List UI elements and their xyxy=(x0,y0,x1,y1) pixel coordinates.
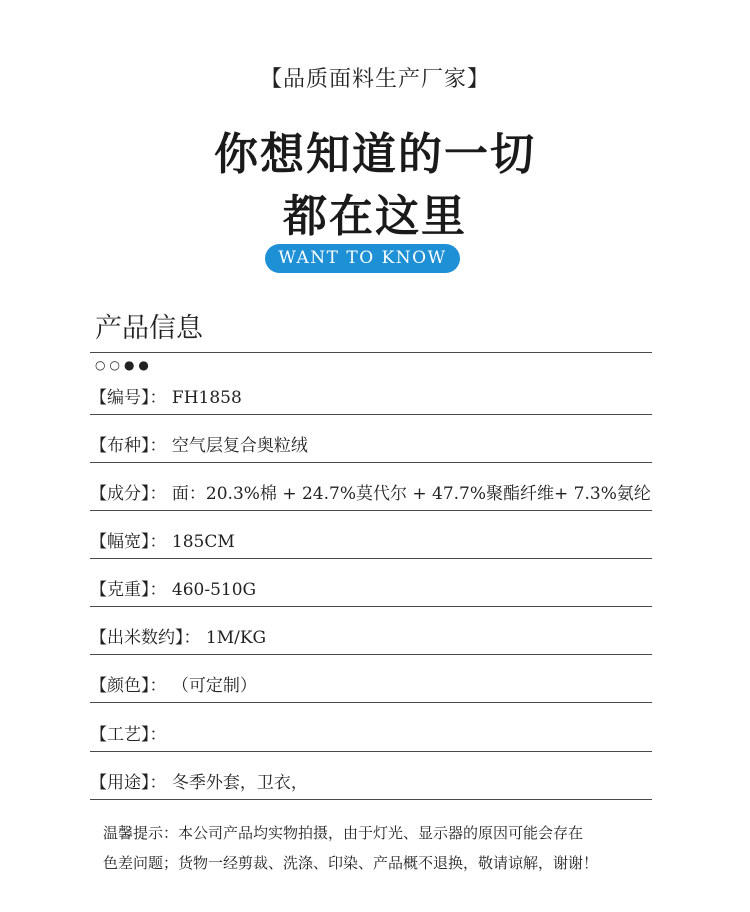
tagline: 【品质面料生产厂家】 xyxy=(259,67,490,92)
spec-label: 【出米数约】 xyxy=(90,628,184,648)
spec-value: 185CM xyxy=(171,532,235,552)
spec-separator: ： xyxy=(149,388,172,408)
spec-row-process xyxy=(90,704,652,752)
spec-separator: ： xyxy=(149,436,172,456)
spec-label: 【布种】 xyxy=(90,436,150,456)
spec-label: 【用途】 xyxy=(90,773,150,793)
spec-value: 460-510G xyxy=(171,580,257,600)
spec-label: 【颜色】 xyxy=(90,676,150,696)
headline-line-1: 你想知道的一切 xyxy=(214,129,536,180)
spec-separator: ： xyxy=(149,532,172,552)
spec-row-yield xyxy=(90,607,652,655)
spec-row-width xyxy=(90,511,652,559)
spec-label: 【成分】 xyxy=(90,484,150,504)
spec-row-weight xyxy=(90,559,652,607)
spec-row-color xyxy=(90,655,652,703)
spec-value: 冬季外套，卫衣， xyxy=(171,773,308,793)
spec-separator: ： xyxy=(183,628,206,648)
headline-line-2: 都在这里 xyxy=(283,191,467,242)
spec-value: 空气层复合奥粒绒 xyxy=(171,436,308,456)
spec-separator: ： xyxy=(149,676,172,696)
spec-label: 【编号】 xyxy=(90,388,150,408)
spec-value: （可定制） xyxy=(171,676,257,696)
spec-separator: ： xyxy=(149,484,172,504)
spec-value: 1M/KG xyxy=(205,628,267,648)
spec-separator: ： xyxy=(149,580,172,600)
spec-label: 【工艺】 xyxy=(90,725,150,745)
notice-line-2: 色差问题；货物一经剪裁、洗涤、印染、产品概不退换，敬请谅解，谢谢！ xyxy=(103,854,599,872)
spec-row-fabric xyxy=(90,415,652,463)
spec-separator: ： xyxy=(149,773,172,793)
spec-value: FH1858 xyxy=(171,388,242,408)
notice-line-1: 温馨提示：本公司产品均实物拍摄，由于灯光、显示器的原因可能会存在 xyxy=(103,824,584,842)
section-title: 产品信息 xyxy=(95,313,203,344)
spec-value: 面：20.3%棉 + 24.7%莫代尔 + 47.7%聚酯纤维+ 7.3%氨纶 xyxy=(171,484,651,504)
spec-separator: ： xyxy=(149,725,167,745)
spec-row-code xyxy=(90,367,652,415)
progress-dots: ○○●● xyxy=(95,358,153,372)
spec-label: 【克重】 xyxy=(90,580,150,600)
want-to-know-badge: WANT TO KNOW xyxy=(265,244,460,273)
spec-label: 【幅宽】 xyxy=(90,532,150,552)
section-divider xyxy=(90,352,652,353)
spec-row-composition xyxy=(90,463,652,511)
spec-row-usage xyxy=(90,752,652,800)
